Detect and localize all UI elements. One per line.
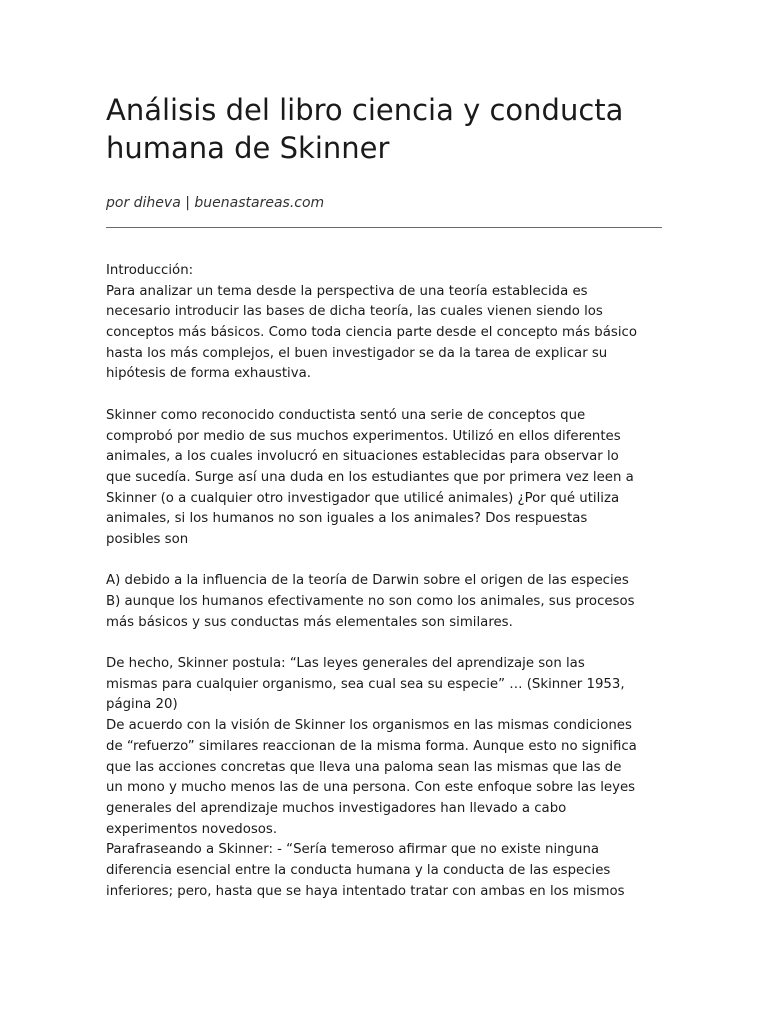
text-line: que sucedía. Surge así una duda en los estudiantes que por primera vez leen a [106, 469, 634, 485]
text-line: conceptos más básicos. Como toda ciencia parte desde el concepto más básico [106, 325, 637, 341]
text-line: de “refuerzo” similares reaccionan de la misma forma. Aunque esto no significa [106, 738, 637, 754]
paragraph-gap [106, 633, 662, 654]
text-line: hipótesis de forma exhaustiva. [106, 366, 311, 382]
title-line: Análisis del libro ciencia y conducta [106, 93, 624, 127]
text-line: De acuerdo con la visión de Skinner los organismos en las mismas condiciones [106, 718, 632, 734]
page-title [106, 91, 662, 167]
text-line: Parafraseando a Skinner: - “Sería temeroso afirmar que no existe ninguna [106, 842, 600, 858]
text-line: De hecho, Skinner postula: “Las leyes generales del aprendizaje son las [106, 656, 585, 672]
text-line: página 20) [106, 697, 178, 713]
text-line: animales, a los cuales involucró en situaciones establecidas para observar lo [106, 449, 619, 465]
text-line: que las acciones concretas que lleva una paloma sean las mismas que las de [106, 759, 622, 775]
text-line: diferencia esencial entre la conducta humana y la conducta de las especies [106, 862, 611, 878]
document-body [106, 261, 662, 902]
text-line: inferiores; pero, hasta que se haya intentado tratar con ambas en los mismos [106, 883, 625, 899]
text-line: hasta los más complejos, el buen investigador se da la tarea de explicar su [106, 345, 608, 361]
text-line: animales, si los humanos no son iguales a los animales? Dos respuestas [106, 511, 588, 527]
text-line: Skinner como reconocido conductista sentó una serie de conceptos que [106, 407, 586, 423]
header-divider [106, 227, 662, 228]
paragraph-gap [106, 551, 662, 572]
text-line: Introducción: [106, 263, 194, 278]
text-line: necesario introducir las bases de dicha teoría, las cuales vienen siendo los [106, 304, 603, 320]
text-line: experimentos novedosos. [106, 821, 278, 837]
text-line: posibles son [106, 531, 189, 547]
text-line: Skinner (o a cualquier otro investigador que utilicé animales) ¿Por qué utiliza [106, 490, 620, 506]
text-line: generales del aprendizaje muchos investigadores han llevado a cabo [106, 800, 567, 816]
paragraph-gap [106, 385, 662, 406]
byline: por diheva | buenastareas.com [106, 195, 325, 211]
text-line: más básicos y sus conductas más elementales son similares. [106, 614, 513, 630]
text-line: A) debido a la influencia de la teoría de Darwin sobre el origen de las especies [106, 573, 629, 589]
text-line: B) aunque los humanos efectivamente no son como los animales, sus procesos [106, 594, 635, 609]
text-line: un mono y mucho menos las de una persona. Con este enfoque sobre las leyes [106, 780, 636, 796]
text-line: comprobó por medio de sus muchos experimentos. Utilizó en ellos diferentes [106, 428, 621, 444]
title-line: humana de Skinner [106, 131, 390, 165]
text-line: Para analizar un tema desde la perspectiva de una teoría establecida es [106, 283, 588, 299]
text-line: mismas para cualquier organismo, sea cual sea su especie” … (Skinner 1953, [106, 676, 625, 692]
